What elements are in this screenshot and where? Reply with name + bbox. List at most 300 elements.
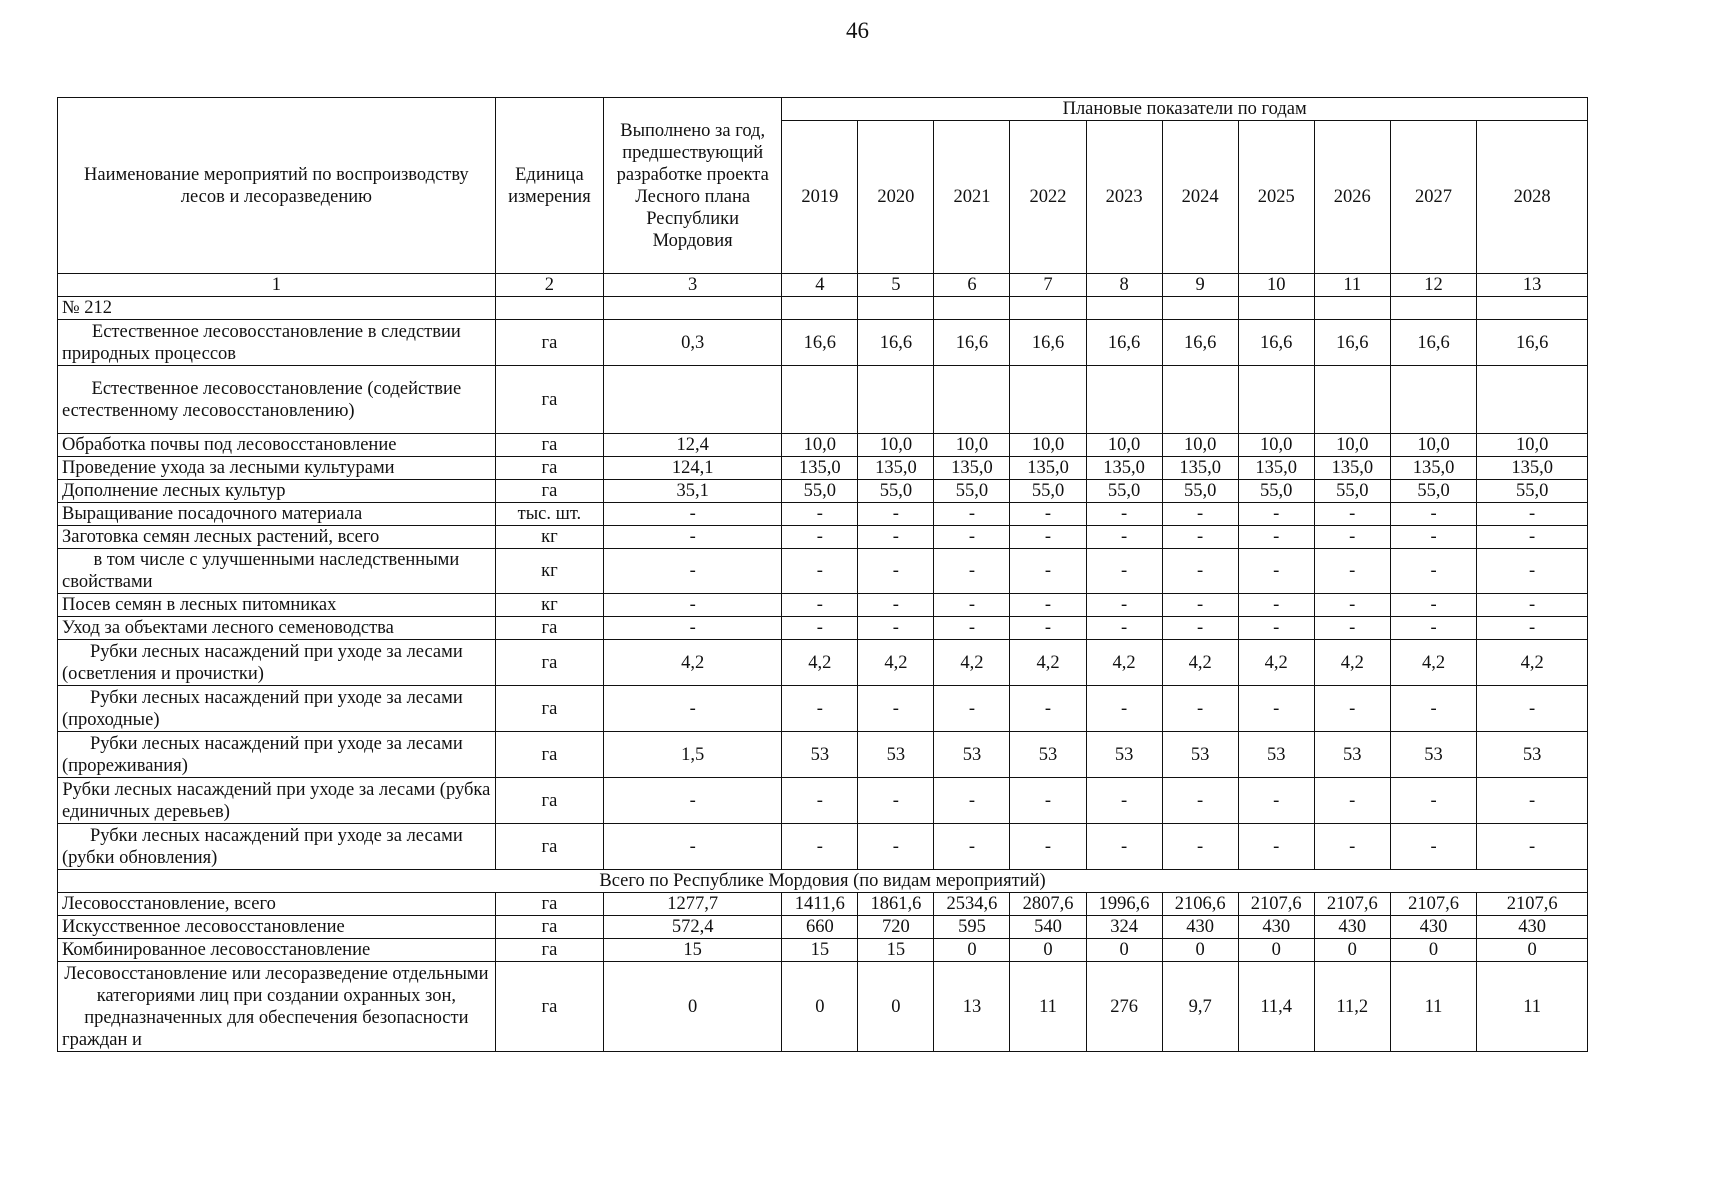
plan-value-cell: 53: [1314, 732, 1390, 778]
plan-value-cell: -: [1162, 594, 1238, 617]
year-header: 2026: [1314, 121, 1390, 274]
plan-value-cell: [1086, 297, 1162, 320]
plan-value-cell: -: [858, 594, 934, 617]
plan-value-cell: -: [1086, 503, 1162, 526]
plan-value-cell: 2107,6: [1314, 893, 1390, 916]
done-cell: 4,2: [604, 640, 782, 686]
unit-cell: га: [495, 916, 603, 939]
column-number: 10: [1238, 274, 1314, 297]
column-number: 11: [1314, 274, 1390, 297]
plan-value-cell: 4,2: [1162, 640, 1238, 686]
plan-value-cell: -: [934, 549, 1010, 594]
plan-value-cell: 0: [782, 962, 858, 1052]
plan-value-cell: [934, 297, 1010, 320]
plan-value-cell: 4,2: [1390, 640, 1476, 686]
column-number: 3: [604, 274, 782, 297]
plan-value-cell: 135,0: [1477, 457, 1588, 480]
table-row: [58, 778, 1588, 824]
activity-name: Заготовка семян лесных растений, всего: [58, 526, 496, 549]
plan-value-cell: 0: [1010, 939, 1086, 962]
unit-cell: га: [495, 457, 603, 480]
plan-value-cell: -: [934, 503, 1010, 526]
plan-value-cell: -: [1010, 824, 1086, 870]
table-row: [58, 686, 1588, 732]
activity-name: Посев семян в лесных питомниках: [58, 594, 496, 617]
plan-value-cell: 135,0: [858, 457, 934, 480]
plan-value-cell: 55,0: [1238, 480, 1314, 503]
plan-value-cell: -: [1010, 617, 1086, 640]
plan-value-cell: -: [1314, 824, 1390, 870]
plan-value-cell: -: [1314, 778, 1390, 824]
plan-value-cell: -: [1162, 686, 1238, 732]
activity-name: Проведение ухода за лесными культурами: [58, 457, 496, 480]
plan-value-cell: 53: [1162, 732, 1238, 778]
done-cell: [604, 297, 782, 320]
plan-value-cell: -: [1238, 594, 1314, 617]
plan-value-cell: -: [1390, 778, 1476, 824]
column-number: 5: [858, 274, 934, 297]
activity-name: Искусственное лесовосстановление: [58, 916, 496, 939]
plan-value-cell: [782, 297, 858, 320]
plan-value-cell: 4,2: [1086, 640, 1162, 686]
plan-value-cell: [1162, 297, 1238, 320]
table-row: [58, 824, 1588, 870]
activity-name: Рубки лесных насаждений при уходе за лесами (рубка единичных деревьев): [58, 778, 496, 824]
activity-name: Лесовосстановление или лесоразведение отдельными категориями лиц при создании охранных зон, предназначенных для обеспечения безопасности граждан и: [58, 962, 496, 1052]
table-row: [58, 434, 1588, 457]
plan-value-cell: -: [1390, 549, 1476, 594]
plan-value-cell: 0: [1086, 939, 1162, 962]
plan-value-cell: 15: [782, 939, 858, 962]
plan-value-cell: [1314, 366, 1390, 434]
plan-value-cell: 53: [1238, 732, 1314, 778]
plan-value-cell: 430: [1162, 916, 1238, 939]
year-header: 2022: [1010, 121, 1086, 274]
unit-cell: га: [495, 480, 603, 503]
plan-value-cell: -: [1314, 617, 1390, 640]
plan-value-cell: 10,0: [1477, 434, 1588, 457]
plan-value-cell: [934, 366, 1010, 434]
table-row: [58, 939, 1588, 962]
plan-value-cell: 10,0: [1238, 434, 1314, 457]
table-body: [58, 297, 1588, 1052]
plan-value-cell: -: [1086, 526, 1162, 549]
plan-value-cell: -: [1010, 549, 1086, 594]
plan-value-cell: 55,0: [1477, 480, 1588, 503]
plan-value-cell: [1010, 366, 1086, 434]
plan-value-cell: -: [1010, 594, 1086, 617]
table-row: [58, 503, 1588, 526]
plan-value-cell: -: [1162, 778, 1238, 824]
plan-value-cell: 0: [1477, 939, 1588, 962]
plan-value-cell: -: [1477, 778, 1588, 824]
plan-value-cell: 11,2: [1314, 962, 1390, 1052]
table-row: [58, 480, 1588, 503]
plan-value-cell: -: [1086, 824, 1162, 870]
column-number: 1: [58, 274, 496, 297]
activity-name: № 212: [58, 297, 496, 320]
plan-value-cell: 16,6: [1390, 320, 1476, 366]
plan-value-cell: -: [1086, 686, 1162, 732]
plan-value-cell: 135,0: [1162, 457, 1238, 480]
plan-value-cell: 430: [1238, 916, 1314, 939]
plan-value-cell: 2807,6: [1010, 893, 1086, 916]
plan-value-cell: 53: [1010, 732, 1086, 778]
plan-value-cell: -: [1314, 526, 1390, 549]
plan-value-cell: -: [1010, 503, 1086, 526]
done-cell: 35,1: [604, 480, 782, 503]
unit-cell: га: [495, 617, 603, 640]
plan-value-cell: 16,6: [1314, 320, 1390, 366]
done-cell: -: [604, 617, 782, 640]
done-cell: 1277,7: [604, 893, 782, 916]
plan-value-cell: 0: [1238, 939, 1314, 962]
plan-value-cell: 55,0: [934, 480, 1010, 503]
section-row: [58, 870, 1588, 893]
plan-value-cell: -: [782, 549, 858, 594]
done-cell: -: [604, 503, 782, 526]
table-row: [58, 916, 1588, 939]
plan-value-cell: -: [1238, 549, 1314, 594]
activity-name: Рубки лесных насаждений при уходе за лесами (рубки обновления): [58, 824, 496, 870]
plan-value-cell: 135,0: [934, 457, 1010, 480]
plan-value-cell: -: [1390, 824, 1476, 870]
plan-value-cell: 53: [934, 732, 1010, 778]
table-row: [58, 297, 1588, 320]
done-cell: [604, 366, 782, 434]
plan-value-cell: 53: [782, 732, 858, 778]
plan-value-cell: -: [858, 549, 934, 594]
header-plan-group: Плановые показатели по годам: [782, 98, 1588, 121]
done-cell: -: [604, 526, 782, 549]
plan-value-cell: [1238, 297, 1314, 320]
table-row: [58, 366, 1588, 434]
plan-value-cell: 10,0: [1162, 434, 1238, 457]
plan-value-cell: -: [1086, 617, 1162, 640]
done-cell: 124,1: [604, 457, 782, 480]
unit-cell: га: [495, 962, 603, 1052]
plan-value-cell: 13: [934, 962, 1010, 1052]
activity-name: Обработка почвы под лесовосстановление: [58, 434, 496, 457]
plan-value-cell: 0: [1162, 939, 1238, 962]
plan-value-cell: [858, 297, 934, 320]
plan-value-cell: 16,6: [934, 320, 1010, 366]
plan-value-cell: [858, 366, 934, 434]
unit-cell: га: [495, 824, 603, 870]
plan-value-cell: -: [1314, 503, 1390, 526]
year-header: 2028: [1477, 121, 1588, 274]
plan-value-cell: 11: [1390, 962, 1476, 1052]
plan-value-cell: [1238, 366, 1314, 434]
activity-name: в том числе с улучшенными наследственными свойствами: [58, 549, 496, 594]
plan-value-cell: 135,0: [1390, 457, 1476, 480]
plan-value-cell: -: [934, 686, 1010, 732]
year-header: 2024: [1162, 121, 1238, 274]
plan-value-cell: -: [1238, 686, 1314, 732]
plan-value-cell: -: [1477, 526, 1588, 549]
plan-value-cell: -: [1390, 617, 1476, 640]
plan-value-cell: -: [1162, 526, 1238, 549]
plan-value-cell: 4,2: [934, 640, 1010, 686]
plan-value-cell: 53: [858, 732, 934, 778]
done-cell: -: [604, 686, 782, 732]
plan-value-cell: 55,0: [782, 480, 858, 503]
plan-value-cell: -: [1390, 503, 1476, 526]
unit-cell: кг: [495, 549, 603, 594]
unit-cell: га: [495, 640, 603, 686]
plan-value-cell: [782, 366, 858, 434]
done-cell: 0: [604, 962, 782, 1052]
plan-value-cell: -: [1238, 824, 1314, 870]
unit-cell: га: [495, 320, 603, 366]
activity-name: Дополнение лесных культур: [58, 480, 496, 503]
done-cell: 0,3: [604, 320, 782, 366]
plan-value-cell: -: [1086, 594, 1162, 617]
plan-value-cell: -: [1477, 549, 1588, 594]
plan-value-cell: -: [1238, 617, 1314, 640]
plan-value-cell: -: [1238, 778, 1314, 824]
plan-value-cell: 1996,6: [1086, 893, 1162, 916]
plan-value-cell: -: [1010, 778, 1086, 824]
plan-value-cell: 16,6: [782, 320, 858, 366]
plan-value-cell: 16,6: [1162, 320, 1238, 366]
table-row: [58, 320, 1588, 366]
plan-value-cell: 11: [1010, 962, 1086, 1052]
plan-value-cell: -: [1477, 824, 1588, 870]
plan-value-cell: 4,2: [782, 640, 858, 686]
table-row: [58, 594, 1588, 617]
plan-value-cell: -: [782, 686, 858, 732]
plan-value-cell: 55,0: [858, 480, 934, 503]
plan-value-cell: -: [858, 617, 934, 640]
plan-value-cell: 430: [1314, 916, 1390, 939]
plan-value-cell: 430: [1390, 916, 1476, 939]
activity-name: Уход за объектами лесного семеноводства: [58, 617, 496, 640]
table-row: [58, 617, 1588, 640]
plan-value-cell: 55,0: [1086, 480, 1162, 503]
done-cell: 572,4: [604, 916, 782, 939]
plan-value-cell: [1086, 366, 1162, 434]
plan-value-cell: -: [1314, 549, 1390, 594]
plan-value-cell: 55,0: [1314, 480, 1390, 503]
done-cell: -: [604, 594, 782, 617]
plan-value-cell: 10,0: [858, 434, 934, 457]
unit-cell: га: [495, 893, 603, 916]
unit-cell: га: [495, 939, 603, 962]
plan-value-cell: -: [1314, 594, 1390, 617]
year-header: 2027: [1390, 121, 1476, 274]
plan-value-cell: 55,0: [1010, 480, 1086, 503]
column-number: 13: [1477, 274, 1588, 297]
header-done: Выполнено за год, предшествующий разработке проекта Лесного плана Республики Мордовия: [604, 98, 782, 274]
plan-value-cell: 2534,6: [934, 893, 1010, 916]
plan-value-cell: -: [858, 526, 934, 549]
plan-value-cell: -: [1477, 617, 1588, 640]
plan-value-cell: 53: [1477, 732, 1588, 778]
year-header: 2019: [782, 121, 858, 274]
plan-value-cell: 595: [934, 916, 1010, 939]
plan-value-cell: 16,6: [1086, 320, 1162, 366]
unit-cell: кг: [495, 526, 603, 549]
plan-value-cell: 135,0: [1238, 457, 1314, 480]
plan-value-cell: 16,6: [1010, 320, 1086, 366]
activity-name: Рубки лесных насаждений при уходе за лесами (проходные): [58, 686, 496, 732]
plan-value-cell: 0: [934, 939, 1010, 962]
plan-value-cell: -: [1086, 549, 1162, 594]
column-number: 8: [1086, 274, 1162, 297]
plan-value-cell: 10,0: [1010, 434, 1086, 457]
plan-value-cell: -: [1477, 594, 1588, 617]
table-row: [58, 962, 1588, 1052]
page-number: 46: [846, 18, 869, 43]
plan-value-cell: -: [934, 594, 1010, 617]
plan-value-cell: 10,0: [782, 434, 858, 457]
plan-value-cell: -: [934, 778, 1010, 824]
header-unit: Единица измерения: [495, 98, 603, 274]
unit-cell: кг: [495, 594, 603, 617]
plan-value-cell: 4,2: [1010, 640, 1086, 686]
plan-value-cell: -: [782, 526, 858, 549]
column-number: 4: [782, 274, 858, 297]
plan-value-cell: 540: [1010, 916, 1086, 939]
plan-value-cell: 2107,6: [1477, 893, 1588, 916]
year-header: 2023: [1086, 121, 1162, 274]
plan-value-cell: 55,0: [1390, 480, 1476, 503]
plan-value-cell: -: [1477, 503, 1588, 526]
unit-cell: га: [495, 778, 603, 824]
plan-value-cell: -: [1162, 503, 1238, 526]
plan-value-cell: 16,6: [858, 320, 934, 366]
plan-value-cell: 10,0: [1390, 434, 1476, 457]
year-header: 2025: [1238, 121, 1314, 274]
table-row: [58, 457, 1588, 480]
column-number: 2: [495, 274, 603, 297]
plan-value-cell: 10,0: [1314, 434, 1390, 457]
plan-value-cell: 135,0: [1314, 457, 1390, 480]
plan-value-cell: [1390, 366, 1476, 434]
plan-value-cell: -: [1238, 526, 1314, 549]
done-cell: -: [604, 549, 782, 594]
plan-value-cell: 2106,6: [1162, 893, 1238, 916]
plan-value-cell: -: [1314, 686, 1390, 732]
plan-value-cell: [1477, 297, 1588, 320]
plan-value-cell: 720: [858, 916, 934, 939]
unit-cell: га: [495, 366, 603, 434]
plan-value-cell: -: [858, 824, 934, 870]
plan-value-cell: 55,0: [1162, 480, 1238, 503]
activity-name: Рубки лесных насаждений при уходе за лесами (осветления и прочистки): [58, 640, 496, 686]
plan-value-cell: -: [1162, 549, 1238, 594]
column-number: 12: [1390, 274, 1476, 297]
plan-value-cell: -: [1086, 778, 1162, 824]
header-name: Наименование мероприятий по воспроизводству лесов и лесоразведению: [58, 98, 496, 274]
plan-value-cell: 660: [782, 916, 858, 939]
activity-name: Рубки лесных насаждений при уходе за лесами (прореживания): [58, 732, 496, 778]
plan-value-cell: -: [858, 778, 934, 824]
header-row-1: [58, 98, 1588, 121]
plan-value-cell: 324: [1086, 916, 1162, 939]
plan-value-cell: 0: [858, 962, 934, 1052]
done-cell: -: [604, 824, 782, 870]
plan-value-cell: 276: [1086, 962, 1162, 1052]
plan-value-cell: [1314, 297, 1390, 320]
activity-name: Выращивание посадочного материала: [58, 503, 496, 526]
plan-value-cell: 2107,6: [1238, 893, 1314, 916]
year-header: 2021: [934, 121, 1010, 274]
plan-value-cell: 0: [1314, 939, 1390, 962]
unit-cell: тыс. шт.: [495, 503, 603, 526]
plan-value-cell: -: [1238, 503, 1314, 526]
plan-value-cell: 1861,6: [858, 893, 934, 916]
plan-value-cell: 0: [1390, 939, 1476, 962]
year-header: 2020: [858, 121, 934, 274]
plan-value-cell: -: [934, 526, 1010, 549]
plan-value-cell: -: [782, 503, 858, 526]
done-cell: 1,5: [604, 732, 782, 778]
done-cell: 12,4: [604, 434, 782, 457]
plan-value-cell: -: [1477, 686, 1588, 732]
plan-value-cell: 16,6: [1477, 320, 1588, 366]
activity-name: Естественное лесовосстановление в следствии природных процессов: [58, 320, 496, 366]
table-row: [58, 526, 1588, 549]
plan-value-cell: -: [858, 686, 934, 732]
plan-value-cell: -: [1390, 594, 1476, 617]
plan-value-cell: [1477, 366, 1588, 434]
plan-value-cell: 4,2: [1238, 640, 1314, 686]
plan-value-cell: 10,0: [1086, 434, 1162, 457]
column-number: 6: [934, 274, 1010, 297]
plan-value-cell: 16,6: [1238, 320, 1314, 366]
plan-value-cell: 135,0: [1010, 457, 1086, 480]
plan-value-cell: 4,2: [1314, 640, 1390, 686]
table-row: [58, 893, 1588, 916]
forest-reproduction-table: [57, 97, 1588, 1052]
plan-value-cell: -: [1162, 824, 1238, 870]
plan-value-cell: -: [1390, 526, 1476, 549]
plan-value-cell: -: [1010, 526, 1086, 549]
plan-value-cell: -: [858, 503, 934, 526]
column-number: 9: [1162, 274, 1238, 297]
table-row: [58, 640, 1588, 686]
plan-value-cell: 9,7: [1162, 962, 1238, 1052]
plan-value-cell: -: [782, 778, 858, 824]
column-number-row: [58, 274, 1588, 297]
activity-name: Лесовосстановление, всего: [58, 893, 496, 916]
plan-value-cell: [1390, 297, 1476, 320]
plan-value-cell: 11,4: [1238, 962, 1314, 1052]
unit-cell: [495, 297, 603, 320]
done-cell: -: [604, 778, 782, 824]
plan-value-cell: 53: [1390, 732, 1476, 778]
unit-cell: га: [495, 686, 603, 732]
plan-value-cell: -: [1162, 617, 1238, 640]
plan-value-cell: [1162, 366, 1238, 434]
section-title: Всего по Республике Мордовия (по видам мероприятий): [58, 870, 1588, 893]
plan-value-cell: -: [1390, 686, 1476, 732]
plan-value-cell: 15: [858, 939, 934, 962]
plan-value-cell: -: [782, 824, 858, 870]
table-row: [58, 732, 1588, 778]
plan-value-cell: 135,0: [782, 457, 858, 480]
plan-value-cell: 4,2: [858, 640, 934, 686]
column-number: 7: [1010, 274, 1086, 297]
unit-cell: га: [495, 732, 603, 778]
plan-value-cell: -: [1010, 686, 1086, 732]
activity-name: Естественное лесовосстановление (содействие естественному лесовосстановлению): [58, 366, 496, 434]
plan-value-cell: -: [782, 617, 858, 640]
plan-value-cell: -: [934, 824, 1010, 870]
plan-value-cell: 53: [1086, 732, 1162, 778]
